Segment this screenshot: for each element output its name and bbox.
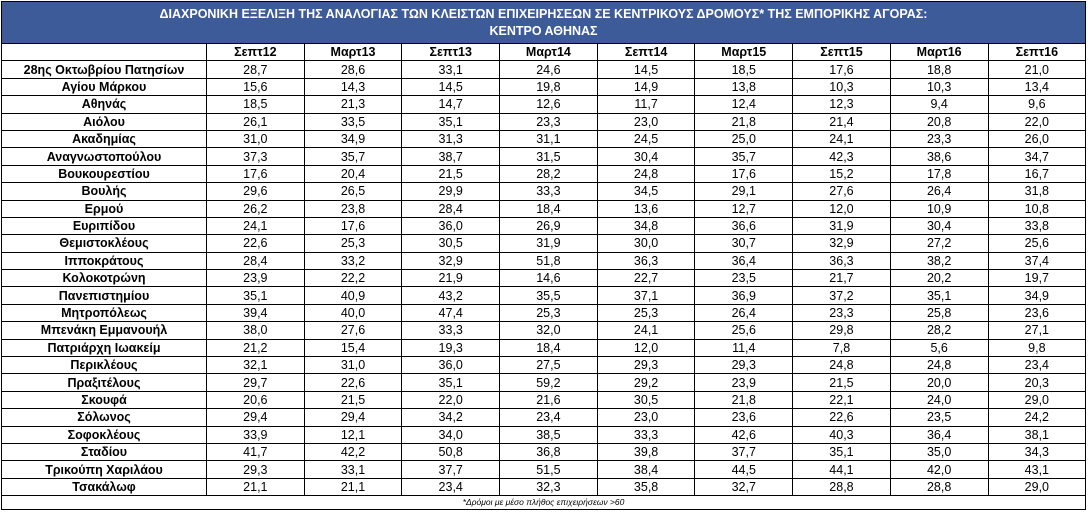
- table-cell: 21,5: [793, 374, 891, 391]
- table-cell: 12,0: [597, 339, 695, 356]
- table-cell: 21,5: [304, 391, 402, 408]
- table-title: [1, 1, 1086, 43]
- table-cell: 32,0: [500, 322, 598, 339]
- table-cell: 36,9: [695, 287, 793, 304]
- table-cell: 33,9: [207, 426, 305, 443]
- table-cell: 38,1: [988, 426, 1086, 443]
- table-cell: 21,1: [207, 478, 305, 495]
- table-cell: 13,4: [988, 78, 1086, 95]
- table-cell: 29,2: [597, 374, 695, 391]
- street-name: 28ης Οκτωβρίου Πατησίων: [2, 61, 207, 78]
- street-name: Αιόλου: [2, 113, 207, 130]
- table-cell: 35,7: [695, 148, 793, 165]
- table-cell: 18,8: [890, 61, 988, 78]
- table-cell: 29,7: [207, 374, 305, 391]
- table-cell: 38,2: [890, 252, 988, 269]
- table-cell: 43,2: [402, 287, 500, 304]
- table-cell: 18,4: [500, 339, 598, 356]
- table-cell: 24,1: [207, 217, 305, 234]
- street-name: Ιπποκράτους: [2, 252, 207, 269]
- table-row: [2, 200, 1086, 217]
- table-cell: 17,6: [793, 61, 891, 78]
- table-row: [2, 287, 1086, 304]
- table-row: [2, 339, 1086, 356]
- street-name: Πανεπιστημίου: [2, 287, 207, 304]
- table-cell: 12,6: [500, 96, 598, 113]
- table-cell: 25,3: [304, 235, 402, 252]
- street-name: Σκουφά: [2, 391, 207, 408]
- table-row: [2, 270, 1086, 287]
- table-cell: 36,0: [402, 357, 500, 374]
- table-cell: 23,3: [793, 304, 891, 321]
- table-cell: 22,6: [207, 235, 305, 252]
- table-cell: 21,8: [695, 391, 793, 408]
- table-cell: 27,1: [988, 322, 1086, 339]
- table-cell: 31,9: [500, 235, 598, 252]
- table-cell: 34,9: [304, 130, 402, 147]
- title-line-2: ΚΕΝΤΡΟ ΑΘΗΝΑΣ: [489, 24, 598, 38]
- table-cell: 28,2: [890, 322, 988, 339]
- table-row: [2, 235, 1086, 252]
- street-name: Θεμιστοκλέους: [2, 235, 207, 252]
- table-cell: 43,1: [988, 461, 1086, 478]
- table-cell: 29,8: [793, 322, 891, 339]
- table-cell: 14,6: [500, 270, 598, 287]
- table-cell: 37,7: [402, 461, 500, 478]
- table-cell: 10,3: [890, 78, 988, 95]
- table-cell: 26,5: [304, 183, 402, 200]
- table-cell: 22,1: [793, 391, 891, 408]
- table-cell: 28,4: [402, 200, 500, 217]
- street-name: Μπενάκη Εμμανουήλ: [2, 322, 207, 339]
- table-cell: 30,5: [597, 391, 695, 408]
- table-cell: 30,7: [695, 235, 793, 252]
- table-cell: 33,8: [988, 217, 1086, 234]
- table-cell: 23,8: [304, 200, 402, 217]
- table-cell: 37,2: [793, 287, 891, 304]
- column-header: Μαρτ16: [890, 44, 988, 61]
- street-name: Μητροπόλεως: [2, 304, 207, 321]
- table-row: [2, 391, 1086, 408]
- table-cell: 9,6: [988, 96, 1086, 113]
- table-cell: 34,0: [402, 426, 500, 443]
- title-line-1: ΔΙΑΧΡΟΝΙΚΗ ΕΞΕΛΙΞΗ ΤΗΣ ΑΝΑΛΟΓΙΑΣ ΤΩΝ ΚΛΕΙΣΤΩΝ ΕΠΙΧΕΙΡΗΣΕΩΝ ΣΕ ΚΕΝΤΡΙΚΟΥΣ ΔΡΟΜΟΥΣ* ΤΗΣ ΕΜΠΟΡΙΚΗΣ ΑΓΟΡΑΣ:: [159, 7, 928, 21]
- table-cell: 26,4: [890, 183, 988, 200]
- table-cell: 24,2: [988, 409, 1086, 426]
- table-cell: 9,4: [890, 96, 988, 113]
- table-cell: 40,3: [793, 426, 891, 443]
- table-cell: 10,3: [793, 78, 891, 95]
- table-cell: 14,3: [304, 78, 402, 95]
- table-cell: 23,4: [500, 409, 598, 426]
- table-cell: 16,7: [988, 165, 1086, 182]
- table-cell: 22,0: [988, 113, 1086, 130]
- table-cell: 12,7: [695, 200, 793, 217]
- table-cell: 42,6: [695, 426, 793, 443]
- table-cell: 38,0: [207, 322, 305, 339]
- street-name: Ευριπίδου: [2, 217, 207, 234]
- table-cell: 28,4: [207, 252, 305, 269]
- table-cell: 14,5: [597, 61, 695, 78]
- table-cell: 37,4: [988, 252, 1086, 269]
- table-cell: 40,9: [304, 287, 402, 304]
- table-cell: 47,4: [402, 304, 500, 321]
- table-cell: 22,7: [597, 270, 695, 287]
- table-cell: 18,4: [500, 200, 598, 217]
- table-cell: 22,6: [304, 374, 402, 391]
- table-cell: 23,3: [890, 130, 988, 147]
- street-name: Ερμού: [2, 200, 207, 217]
- street-name: Πατριάρχη Ιωακείμ: [2, 339, 207, 356]
- table-cell: 29,0: [988, 391, 1086, 408]
- table-cell: 32,9: [793, 235, 891, 252]
- table-cell: 35,8: [597, 478, 695, 495]
- table-cell: 35,1: [207, 287, 305, 304]
- table-cell: 23,6: [988, 304, 1086, 321]
- table-cell: 32,9: [402, 252, 500, 269]
- table-row: [2, 409, 1086, 426]
- table-cell: 36,4: [890, 426, 988, 443]
- table-row: [2, 113, 1086, 130]
- table-cell: 44,5: [695, 461, 793, 478]
- table-cell: 12,1: [304, 426, 402, 443]
- table-cell: 37,7: [695, 443, 793, 460]
- table-cell: 24,5: [597, 130, 695, 147]
- header-row: [2, 44, 1086, 61]
- street-name: Πραξιτέλους: [2, 374, 207, 391]
- table-cell: 25,3: [500, 304, 598, 321]
- table-cell: 5,6: [890, 339, 988, 356]
- column-header: Σεπτ14: [597, 44, 695, 61]
- street-name: Αγίου Μάρκου: [2, 78, 207, 95]
- table-cell: 17,6: [695, 165, 793, 182]
- table-cell: 32,7: [695, 478, 793, 495]
- table-cell: 23,4: [402, 478, 500, 495]
- table-cell: 34,7: [988, 148, 1086, 165]
- table-cell: 23,3: [500, 113, 598, 130]
- table-cell: 14,5: [402, 78, 500, 95]
- table-cell: 33,3: [500, 183, 598, 200]
- street-name: Αθηνάς: [2, 96, 207, 113]
- table-cell: 23,9: [695, 374, 793, 391]
- table-cell: 42,3: [793, 148, 891, 165]
- table-cell: 36,6: [695, 217, 793, 234]
- table-cell: 24,1: [597, 322, 695, 339]
- table-cell: 31,9: [793, 217, 891, 234]
- table-cell: 14,7: [402, 96, 500, 113]
- table-cell: 27,2: [890, 235, 988, 252]
- table-cell: 25,6: [988, 235, 1086, 252]
- table-cell: 29,3: [207, 461, 305, 478]
- table-cell: 17,6: [304, 217, 402, 234]
- table-cell: 21,0: [988, 61, 1086, 78]
- table-cell: 29,3: [597, 357, 695, 374]
- table-cell: 35,0: [890, 443, 988, 460]
- table-cell: 23,0: [597, 113, 695, 130]
- column-header: Σεπτ15: [793, 44, 891, 61]
- table-cell: 27,6: [304, 322, 402, 339]
- table-cell: 20,2: [890, 270, 988, 287]
- table-cell: 22,0: [402, 391, 500, 408]
- table-cell: 30,0: [597, 235, 695, 252]
- table-cell: 17,6: [207, 165, 305, 182]
- table-cell: 25,0: [695, 130, 793, 147]
- spreadsheet: [1, 1, 1086, 510]
- table-cell: 24,6: [500, 61, 598, 78]
- table-cell: 59,2: [500, 374, 598, 391]
- table-cell: 32,1: [207, 357, 305, 374]
- table-cell: 12,4: [695, 96, 793, 113]
- table-cell: 33,5: [304, 113, 402, 130]
- table-cell: 27,5: [500, 357, 598, 374]
- table-cell: 18,5: [695, 61, 793, 78]
- footnote: *Δρόμοι με μέσο πλήθος επιχειρήσεων >60: [1, 496, 1086, 510]
- table-cell: 21,9: [402, 270, 500, 287]
- table-cell: 36,3: [793, 252, 891, 269]
- table-cell: 15,4: [304, 339, 402, 356]
- column-header: Μαρτ14: [500, 44, 598, 61]
- table-cell: 25,3: [597, 304, 695, 321]
- table-cell: 33,3: [597, 426, 695, 443]
- table-cell: 38,7: [402, 148, 500, 165]
- table-row: [2, 322, 1086, 339]
- table-cell: 34,3: [988, 443, 1086, 460]
- table-cell: 20,3: [988, 374, 1086, 391]
- column-header: Σεπτ16: [988, 44, 1086, 61]
- table-cell: 29,0: [988, 478, 1086, 495]
- table-cell: 29,4: [207, 409, 305, 426]
- street-name: Ακαδημίας: [2, 130, 207, 147]
- table-cell: 32,3: [500, 478, 598, 495]
- table-cell: 9,8: [988, 339, 1086, 356]
- table-row: [2, 217, 1086, 234]
- table-cell: 24,1: [793, 130, 891, 147]
- table-cell: 7,8: [793, 339, 891, 356]
- column-header: Μαρτ13: [304, 44, 402, 61]
- table-cell: 51,8: [500, 252, 598, 269]
- table-cell: 12,3: [793, 96, 891, 113]
- table-row: [2, 374, 1086, 391]
- table-cell: 26,4: [695, 304, 793, 321]
- table-cell: 51,5: [500, 461, 598, 478]
- table-cell: 10,9: [890, 200, 988, 217]
- table-cell: 15,2: [793, 165, 891, 182]
- table-row: [2, 148, 1086, 165]
- table-cell: 33,1: [402, 61, 500, 78]
- column-header: Σεπτ13: [402, 44, 500, 61]
- table-cell: 26,0: [988, 130, 1086, 147]
- table-cell: 29,1: [695, 183, 793, 200]
- table-cell: 21,8: [695, 113, 793, 130]
- table-row: [2, 443, 1086, 460]
- table-cell: 11,4: [695, 339, 793, 356]
- table-cell: 31,5: [500, 148, 598, 165]
- table-cell: 39,8: [597, 443, 695, 460]
- table-row: [2, 461, 1086, 478]
- table-cell: 28,6: [304, 61, 402, 78]
- table-cell: 34,5: [597, 183, 695, 200]
- street-name: Σοφοκλέους: [2, 426, 207, 443]
- table-cell: 24,8: [890, 357, 988, 374]
- table-cell: 34,9: [988, 287, 1086, 304]
- table-cell: 14,9: [597, 78, 695, 95]
- table-cell: 42,0: [890, 461, 988, 478]
- table-cell: 25,6: [695, 322, 793, 339]
- table-cell: 23,4: [988, 357, 1086, 374]
- table-cell: 21,2: [207, 339, 305, 356]
- table-cell: 26,2: [207, 200, 305, 217]
- table-row: [2, 165, 1086, 182]
- table-cell: 33,3: [402, 322, 500, 339]
- street-name: Κολοκοτρώνη: [2, 270, 207, 287]
- street-name: Σταδίου: [2, 443, 207, 460]
- table-cell: 23,9: [207, 270, 305, 287]
- column-header: Μαρτ15: [695, 44, 793, 61]
- table-cell: 23,0: [597, 409, 695, 426]
- table-cell: 38,4: [597, 461, 695, 478]
- street-name: Βουκουρεστίου: [2, 165, 207, 182]
- table-row: [2, 426, 1086, 443]
- table-cell: 21,3: [304, 96, 402, 113]
- table-cell: 12,0: [793, 200, 891, 217]
- table-cell: 34,8: [597, 217, 695, 234]
- table-cell: 28,2: [500, 165, 598, 182]
- table-cell: 22,2: [304, 270, 402, 287]
- table-cell: 28,7: [207, 61, 305, 78]
- table-cell: 30,5: [402, 235, 500, 252]
- table-cell: 35,5: [500, 287, 598, 304]
- table-row: [2, 78, 1086, 95]
- table-cell: 36,3: [597, 252, 695, 269]
- table-cell: 17,8: [890, 165, 988, 182]
- table-cell: 26,1: [207, 113, 305, 130]
- table-cell: 23,5: [890, 409, 988, 426]
- table-cell: 35,7: [304, 148, 402, 165]
- table-cell: 22,6: [793, 409, 891, 426]
- table-cell: 20,4: [304, 165, 402, 182]
- table-cell: 33,2: [304, 252, 402, 269]
- table-cell: 28,8: [890, 478, 988, 495]
- column-header: Σεπτ12: [207, 44, 305, 61]
- table-cell: 31,0: [304, 357, 402, 374]
- table-cell: 42,2: [304, 443, 402, 460]
- table-cell: 19,8: [500, 78, 598, 95]
- table-cell: 30,4: [890, 217, 988, 234]
- table-cell: 19,3: [402, 339, 500, 356]
- table-cell: 44,1: [793, 461, 891, 478]
- street-name: Τρικούπη Χαριλάου: [2, 461, 207, 478]
- table-cell: 31,0: [207, 130, 305, 147]
- table-cell: 24,8: [597, 165, 695, 182]
- table-cell: 36,0: [402, 217, 500, 234]
- table-cell: 10,8: [988, 200, 1086, 217]
- table-cell: 35,1: [890, 287, 988, 304]
- table-cell: 31,8: [988, 183, 1086, 200]
- table-cell: 31,3: [402, 130, 500, 147]
- table-cell: 21,4: [793, 113, 891, 130]
- street-name: Περικλέους: [2, 357, 207, 374]
- table-cell: 36,4: [695, 252, 793, 269]
- table-cell: 36,8: [500, 443, 598, 460]
- table-cell: 28,8: [793, 478, 891, 495]
- table-cell: 31,1: [500, 130, 598, 147]
- table-cell: 21,1: [304, 478, 402, 495]
- table-cell: 13,6: [597, 200, 695, 217]
- table-row: [2, 61, 1086, 78]
- table-cell: 35,1: [402, 113, 500, 130]
- street-name: Τσακάλωφ: [2, 478, 207, 495]
- table-cell: 18,5: [207, 96, 305, 113]
- table-cell: 20,8: [890, 113, 988, 130]
- street-name: Αναγνωστοπούλου: [2, 148, 207, 165]
- table-cell: 23,6: [695, 409, 793, 426]
- table-cell: 13,8: [695, 78, 793, 95]
- table-cell: 25,8: [890, 304, 988, 321]
- table-cell: 23,5: [695, 270, 793, 287]
- header-corner: [2, 44, 207, 61]
- table-cell: 20,6: [207, 391, 305, 408]
- table-cell: 29,9: [402, 183, 500, 200]
- table-cell: 21,6: [500, 391, 598, 408]
- table-row: [2, 183, 1086, 200]
- table-cell: 30,4: [597, 148, 695, 165]
- table-cell: 41,7: [207, 443, 305, 460]
- table-row: [2, 252, 1086, 269]
- table-cell: 35,1: [402, 374, 500, 391]
- table-row: [2, 304, 1086, 321]
- table-cell: 24,0: [890, 391, 988, 408]
- table-cell: 19,7: [988, 270, 1086, 287]
- table-cell: 40,0: [304, 304, 402, 321]
- table-cell: 24,8: [793, 357, 891, 374]
- table-cell: 35,1: [793, 443, 891, 460]
- table-cell: 29,6: [207, 183, 305, 200]
- table-row: [2, 96, 1086, 113]
- street-name: Βουλής: [2, 183, 207, 200]
- table-cell: 26,9: [500, 217, 598, 234]
- table-cell: 21,5: [402, 165, 500, 182]
- table-body: [2, 61, 1086, 496]
- table-cell: 38,6: [890, 148, 988, 165]
- table-row: [2, 130, 1086, 147]
- table-cell: 21,7: [793, 270, 891, 287]
- table-cell: 37,1: [597, 287, 695, 304]
- table-cell: 29,3: [695, 357, 793, 374]
- table-cell: 11,7: [597, 96, 695, 113]
- table-row: [2, 478, 1086, 495]
- table-cell: 50,8: [402, 443, 500, 460]
- table-cell: 27,6: [793, 183, 891, 200]
- table-cell: 37,3: [207, 148, 305, 165]
- table-cell: 29,4: [304, 409, 402, 426]
- table-cell: 15,6: [207, 78, 305, 95]
- table-cell: 34,2: [402, 409, 500, 426]
- table-cell: 20,0: [890, 374, 988, 391]
- street-name: Σόλωνος: [2, 409, 207, 426]
- table-cell: 38,5: [500, 426, 598, 443]
- table-cell: 39,4: [207, 304, 305, 321]
- data-table: [1, 43, 1086, 496]
- table-row: [2, 357, 1086, 374]
- table-cell: 33,1: [304, 461, 402, 478]
